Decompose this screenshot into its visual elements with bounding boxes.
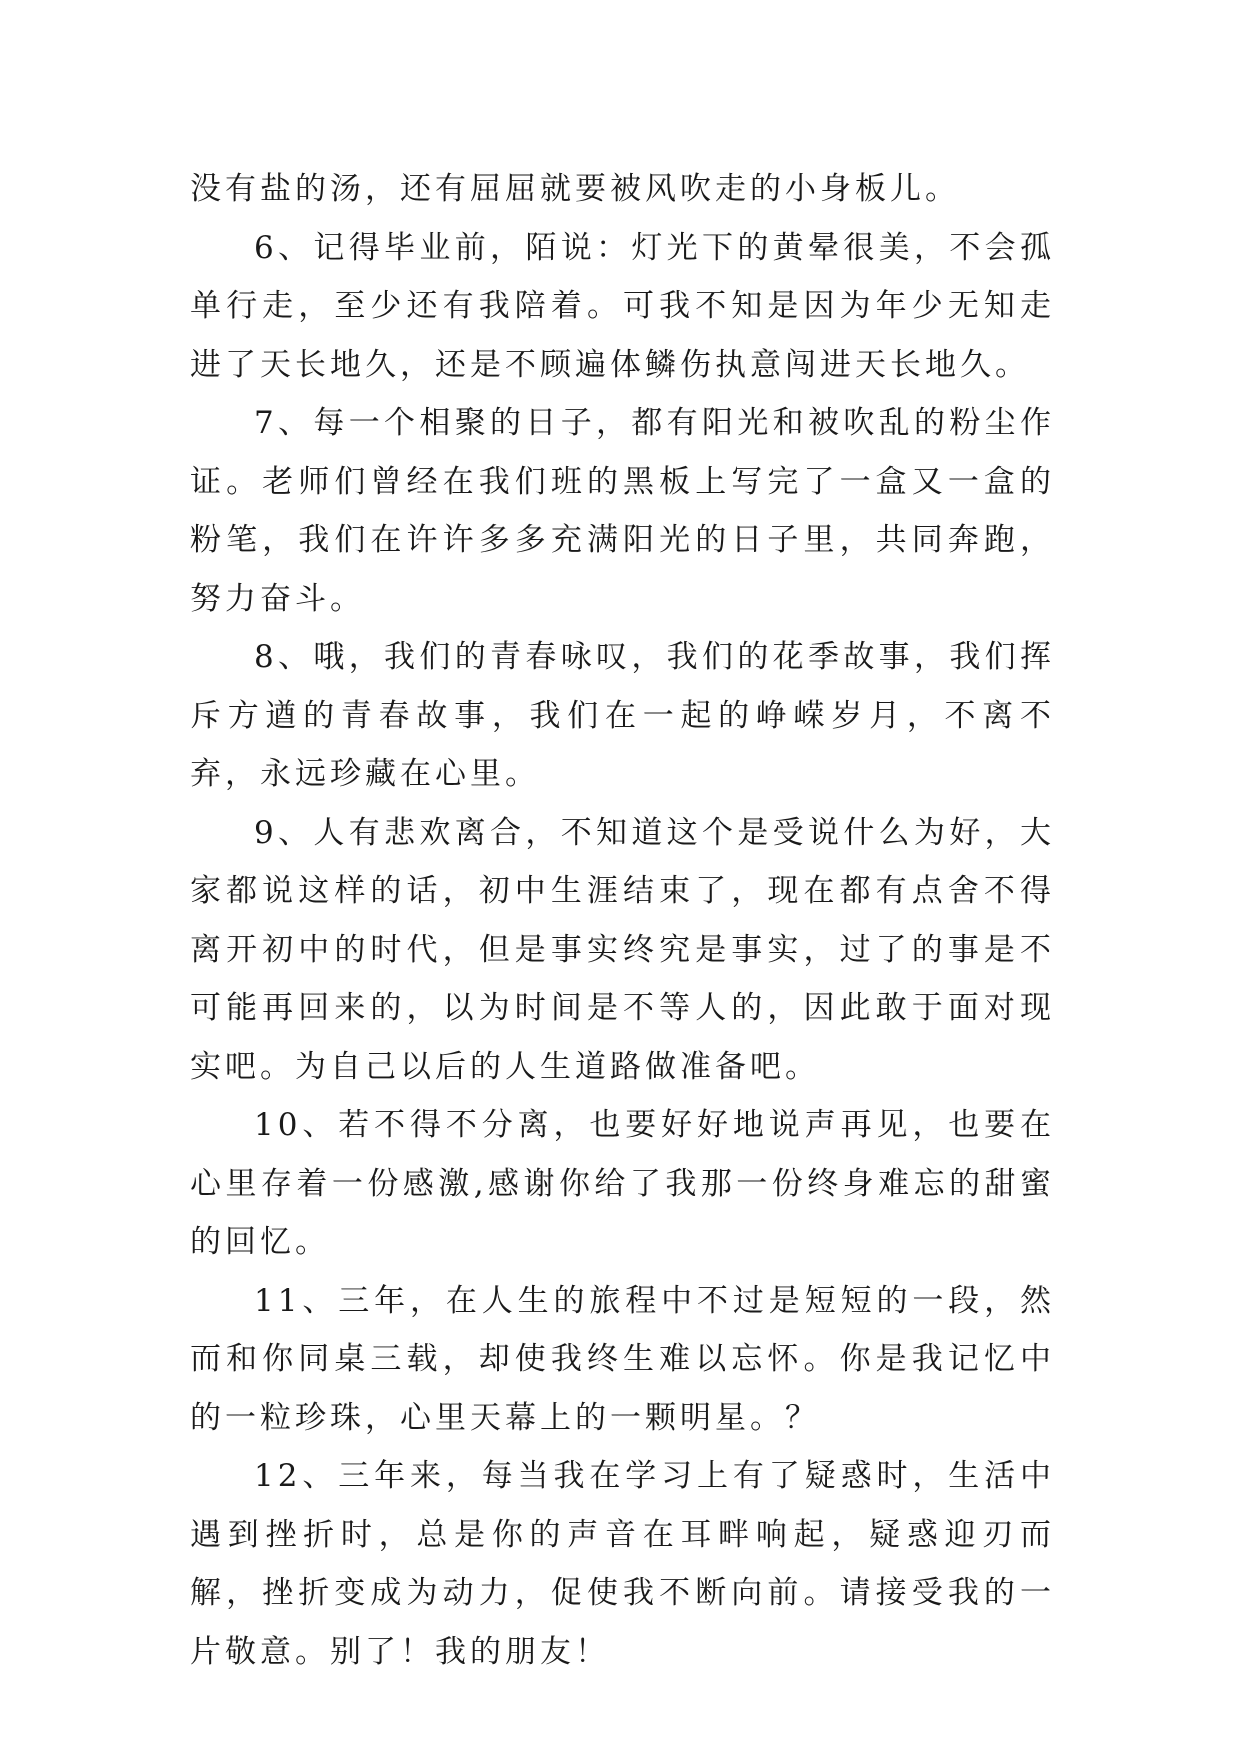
paragraph-11: 11、三年，在人生的旅程中不过是短短的一段，然而和你同桌三载，却使我终生难以忘怀。你是我记忆中的一粒珍珠，心里天幕上的一颗明星。？ — [190, 1282, 1055, 1436]
paragraph-8: 8、哦，我们的青春咏叹，我们的花季故事，我们挥斥方遒的青春故事，我们在一起的峥嵘岁月，不离不弃，永远珍藏在心里。 — [190, 639, 1055, 792]
paragraph-10: 10、若不得不分离，也要好好地说声再见，也要在心里存着一份感激,感谢你给了我那一份终身难忘的甜蜜的回忆。 — [190, 1107, 1055, 1260]
paragraph-6: 6、记得毕业前，陌说：灯光下的黄晕很美，不会孤单行走，至少还有我陪着。可我不知是因为年少无知走进了天长地久，还是不顾遍体鳞伤执意闯进天长地久。 — [190, 229, 1055, 383]
paragraph-12: 12、三年来，每当我在学习上有了疑惑时，生活中遇到挫折时，总是你的声音在耳畔响起，疑惑迎刃而解，挫折变成为动力，促使我不断向前。请接受我的一片敬意。别了！我的朋友！ — [190, 1458, 1055, 1670]
paragraph-7: 7、每一个相聚的日子，都有阳光和被吹乱的粉尘作证。老师们曾经在我们班的黑板上写完了一盒又一盒的粉笔，我们在许许多多充满阳光的日子里，共同奔跑，努力奋斗。 — [190, 405, 1055, 617]
paragraph-continuation: 没有盐的汤，还有屈屈就要被风吹走的小身板儿。 — [190, 171, 960, 207]
document-body — [190, 160, 1055, 1681]
paragraph-9: 9、人有悲欢离合，不知道这个是受说什么为好，大家都说这样的话，初中生涯结束了，现在都有点舍不得离开初中的时代，但是事实终究是事实，过了的事是不可能再回来的，以为时间是不等人的，因此敢于面对现实吧。为自己以后的人生道路做准备吧。 — [190, 814, 1055, 1085]
